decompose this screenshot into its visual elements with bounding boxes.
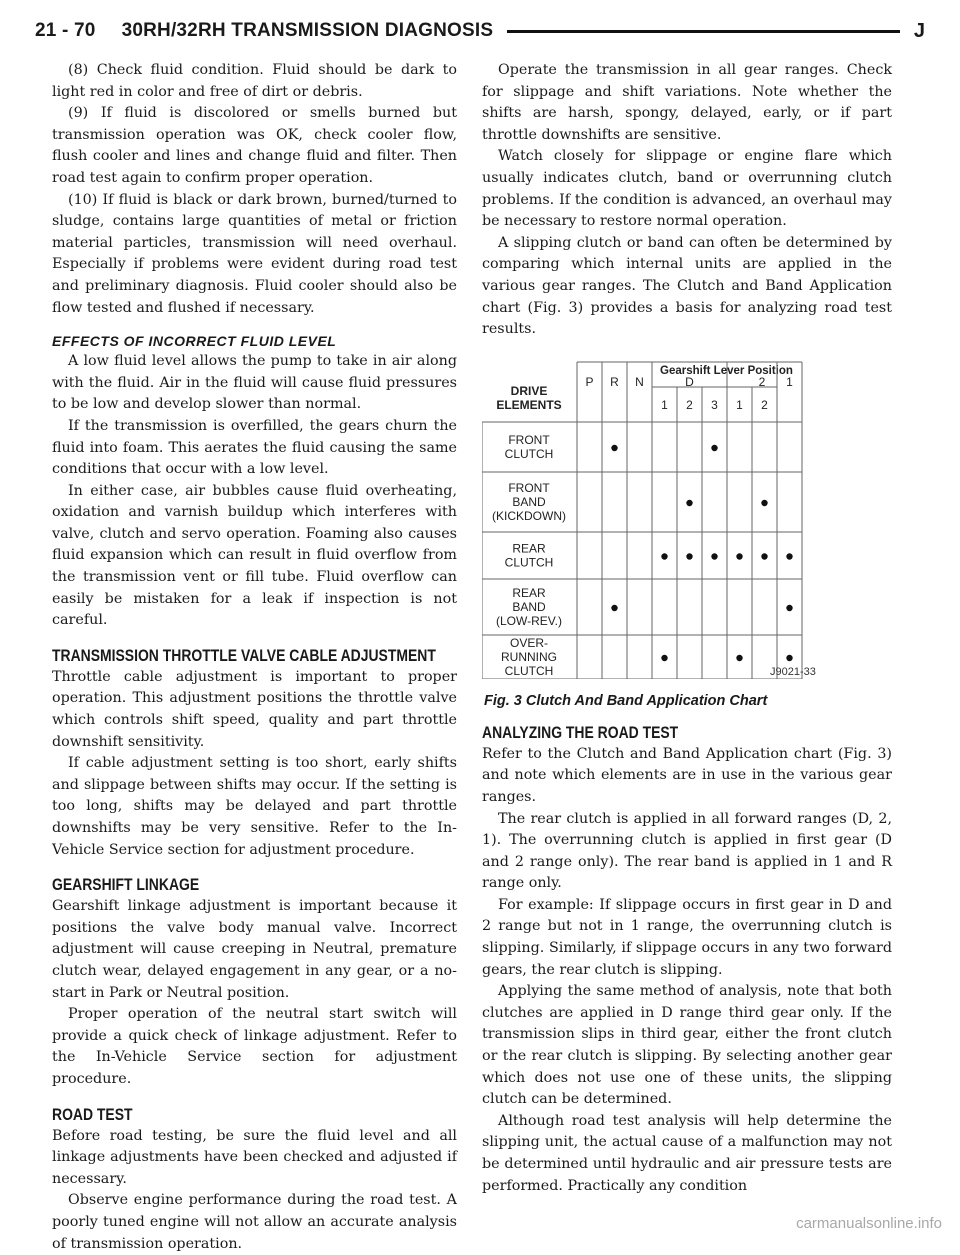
paragraph: (9) If fluid is discolored or smells burned but transmission operation was OK, check cooler flow, flush cooler and lines and change fluid and filter. Then road test again to confirm proper operation. [52,105,457,186]
paragraph: Proper operation of the neutral start switch will provide a quick check of linkage adjustment. Refer to the In-Vehicle Service section for adjustment procedure. [52,1006,457,1087]
chart-title: Gearshift Lever Position [660,364,793,377]
applied-dot [686,553,692,559]
range-label: D [685,374,694,389]
applied-dot [661,655,667,661]
section-heading-analyzing-road-test: ANALYZING THE ROAD TEST [482,722,679,742]
range-label: 1 [786,374,793,389]
row-header-title: DRIVE [510,383,548,398]
paragraph: The rear clutch is applied in all forward ranges (D, 2, 1). The overrunning clutch is applied in first gear (D and 2 range only). The rear band is applied in 1 and R range only. [482,810,892,892]
row-label: REAR [512,541,546,556]
clutch-band-chart-figure [482,357,842,679]
left-column [52,60,457,1255]
paragraph: Gearshift linkage adjustment is important because it positions the valve body manual valve. Incorrect adjustment will cause creeping in Neutral, premature clutch wear, delayed engagement in any gear, or a no-start in Park or Neutral position. [52,898,457,1001]
paragraph: Although road test analysis will help determine the slipping unit, the actual cause of a malfunction may not be determined until hydraulic and air pressure tests are performed. Practically any condition [482,1112,892,1194]
applied-dot [611,605,617,611]
figure-caption: Fig. 3 Clutch And Band Application Chart [484,692,768,709]
paragraph: For example: If slippage occurs in first gear in D and 2 range but not in 1 range, the overrunning clutch is slipping. Similarly, if slippage occurs in any two forward gears, the rear clutch is slipping. [482,896,892,978]
paragraph: Throttle cable adjustment is important to proper operation. This adjustment positions the throttle valve which controls shift speed, quality and part throttle downshift sensitivity. [52,668,457,750]
row-label: FRONT [508,480,550,495]
section-heading-throttle-cable: TRANSMISSION THROTTLE VALVE CABLE ADJUSTMENT [52,645,436,665]
row-label: BAND [512,494,546,509]
paragraph: (8) Check fluid condition. Fluid should be dark to light red in color and free of dirt or debris. [52,62,457,100]
paragraph: Observe engine performance during the road test. A poorly tuned engine will not allow an accurate analysis of transmission operation. [52,1192,457,1252]
paragraph: A slipping clutch or band can often be determined by comparing which internal units are applied in the various gear ranges. The Clutch and Band Application chart (Fig. 3) provides a basis for analyzing road test results. [482,234,892,338]
applied-dot [761,553,767,559]
paragraph: Before road testing, be sure the fluid level and all linkage adjustments have been checked and adjusted if necessary. [52,1127,457,1187]
range-label: R [610,374,619,389]
paragraph: Operate the transmission in all gear ranges. Check for slippage and shift variations. Note whether the shifts are harsh, spongy, delayed, early, or if part throttle downshifts are sensitive. [482,62,892,143]
page-header [35,14,925,48]
section-heading-road-test: ROAD TEST [52,1104,133,1124]
paragraph: Refer to the Clutch and Band Application chart (Fig. 3) and note which elements are in use in the various gear ranges. [482,745,892,805]
applied-dot [711,445,717,451]
applied-dot [686,500,692,506]
row-label: CLUTCH [504,446,554,461]
gear-label: 2 [686,397,693,412]
row-label: CLUTCH [504,663,554,678]
applied-dot [761,500,767,506]
row-label: BAND [512,599,546,614]
paragraph: Applying the same method of analysis, note that both clutches are applied in D range third gear only. If the transmission slips in third gear, either the front clutch or the rear clutch is slipping. By selecting another gear which does not use one of these units, the slipping clutch can be determined. [482,983,892,1108]
paragraph: If the transmission is overfilled, the gears churn the fluid into foam. This aerates the fluid causing the same conditions that occur with a low level. [52,417,457,478]
gear-label: 3 [711,397,718,412]
page-number: 21 - 70 [35,20,96,41]
gear-label: 2 [761,397,768,412]
paragraph: If cable adjustment setting is too short, early shifts and slippage between shifts may occur. If the setting is too long, shifts may be delayed and part throttle downshifts may be very sensitive. Refer to the In-Vehicle Service section for adjustment procedure. [52,755,457,858]
row-label: FRONT [508,432,550,447]
applied-dot [711,553,717,559]
applied-dot [736,553,742,559]
applied-dot [786,655,792,661]
row-label: (LOW-REV.) [495,613,563,628]
paragraph: Watch closely for slippage or engine flare which usually indicates clutch, band or overrunning clutch problems. If the condition is advanced, an overhaul may be necessary to restore normal operation. [482,148,892,230]
paragraph: (10) If fluid is black or dark brown, burned/turned to sludge, contains large quantities of metal or friction material particles, transmission will need overhaul. Especially if problems were evident during road test and preliminary diagnosis. Fluid cooler should also be flow tested and flushed if necessary. [52,191,457,316]
paragraph: In either case, air bubbles cause fluid overheating, oxidation and varnish buildup which interferes with valve, clutch and servo operation. Foaming also causes fluid expansion which can result in fluid overflow from the transmission vent or fill tube. Fluid overflow can easily be mistaken for a leak if inspection is not careful. [52,482,457,629]
header-rule [507,30,900,33]
applied-dot [736,655,742,661]
section-heading-gearshift-linkage: GEARSHIFT LINKAGE [52,875,200,895]
applied-dot [661,553,667,559]
right-column [482,60,892,1197]
paragraph: A low fluid level allows the pump to take in air along with the fluid. Air in the fluid will cause fluid pressures to be low and develop slower than normal. [52,353,457,413]
row-label: CLUTCH [504,555,554,570]
clutch-band-application-chart [482,357,842,679]
range-label: P [585,374,594,389]
watermark: carmanualsonline.info [796,1215,942,1232]
gear-label: 1 [736,397,743,412]
gear-label: 1 [661,397,668,412]
row-header-title: ELEMENTS [496,397,562,412]
section-letter: J [913,19,925,42]
range-label: N [635,374,644,389]
row-label: RUNNING [501,649,557,664]
applied-dot [786,605,792,611]
page-title: 30RH/32RH TRANSMISSION DIAGNOSIS [121,20,494,41]
applied-dot [786,553,792,559]
section-heading-fluid-level: EFFECTS OF INCORRECT FLUID LEVEL [52,333,337,350]
figure-id: J9021-33 [770,665,816,678]
row-label: (KICKDOWN) [492,508,566,523]
range-label: 2 [758,374,766,389]
applied-dot [611,445,617,451]
row-label: REAR [512,585,546,600]
row-label: OVER- [509,635,549,650]
